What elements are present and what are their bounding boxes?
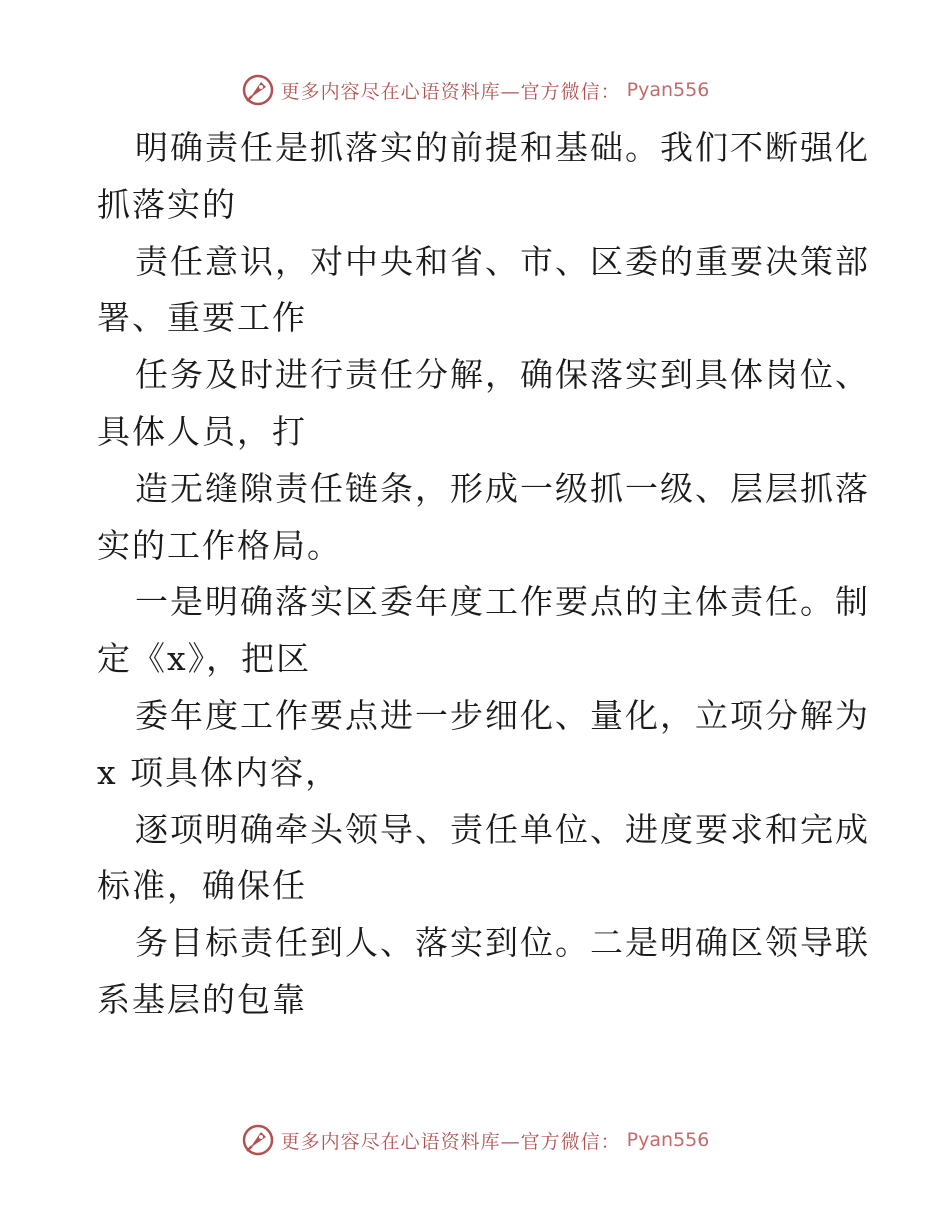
watermark-text: 更多内容尽在心语资料库—官方微信： [280,80,621,103]
footer-watermark-banner [0,1120,950,1160]
text-line: 一是明确落实区委年度工作要点的主体责任。制 [135,582,870,622]
text-line: 标准，确保任 [97,866,307,906]
pen-nib-logo-icon [241,1123,275,1157]
pen-nib-logo-icon [241,73,275,107]
document-body [97,120,870,1029]
watermark-text: 更多内容尽在心语资料库—官方微信： [280,1130,621,1153]
text-line: 务目标责任到人、落实到位。二是明确区领导联 [135,923,870,963]
text-line: 具体人员，打 [97,411,307,451]
text-line: 明确责任是抓落实的前提和基础。我们不断强化 [135,128,870,167]
text-line: 实的工作格局。 [97,525,342,565]
watermark-wechat-id: Pyan556 [626,1129,710,1151]
footer-watermark [241,1123,710,1157]
text-line: 造无缝隙责任链条，形成一级抓一级、层层抓落 [135,468,870,508]
text-line: 系基层的包靠 [97,979,307,1019]
text-line: 逐项明确牵头领导、责任单位、进度要求和完成 [135,809,870,849]
header-watermark [241,73,710,107]
text-line: 责任意识，对中央和省、市、区委的重要决策部 [135,241,870,281]
header-watermark-banner [0,70,950,110]
text-line: 署、重要工作 [97,298,307,338]
text-line: 抓落实的 [97,184,237,224]
text-line: 委年度工作要点进一步细化、量化，立项分解为 [135,695,870,735]
text-line: x 项具体内容， [97,752,341,792]
text-line: 任务及时进行责任分解，确保落实到具体岗位、 [135,355,870,395]
text-line: 定《x》，把区 [97,639,312,679]
watermark-wechat-id: Pyan556 [626,79,710,101]
